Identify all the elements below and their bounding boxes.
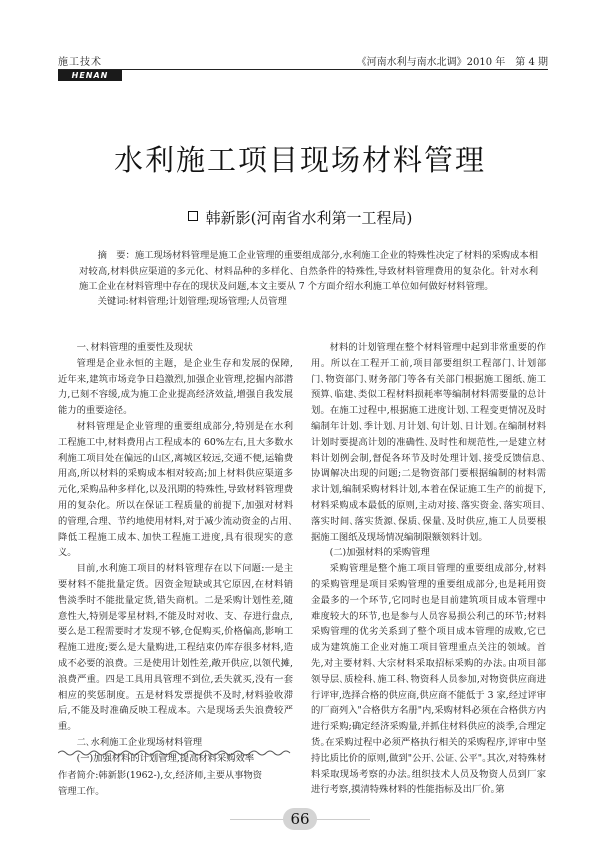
abstract: 摘 要：施工现场材料管理是施工企业管理的重要组成部分,水利施工企业的特殊性决定了材料的采购成本相对较高,材料供应渠道的多元化、材料品种的多样化、自然条件的特殊性,导致材料管理费用的复杂化。针对水利施工企业在材料管理中存在的现状及问题,本文主要从 7 个方面介绍水利施工单位如何做好材料管理。	[79, 250, 538, 292]
square-bullet-icon	[188, 211, 198, 221]
header-rule	[58, 69, 548, 70]
author-line	[0, 207, 600, 228]
page-number-rule-left	[230, 819, 288, 820]
header-section: 施工技术	[58, 57, 102, 68]
henan-logo	[58, 70, 122, 81]
keywords: 关键词:材料管理;计划管理;现场管理;人员管理	[97, 296, 287, 307]
subsection-heading: (一)加强材料的计划管理,提高材料采购效率	[76, 752, 255, 764]
author-footnote: 作者简介:韩新影(1962-),女,经济师,主要从事物资管理工作。	[58, 770, 263, 797]
paragraph: 材料管理是企业管理的重要组成部分,特别是在水利工程施工中,材料费用占工程成本的 60%左右,且大多数水利施工项目处在偏远的山区,离城区较远,交通不便,运输费用高,所以材料的采购成本相对较高;加上材料供应渠道多元化,采购品种多样化,以及汛期的特殊性,导致材料管理费用的复杂化。所以在保证工程质量的前提下,加强对材料的管理,合理、节约地使用材料,对于减少流动资金的占用､降低工程施工成本､加快工程施工进度,具有很现实的意义。	[58, 420, 293, 559]
footnote-wavy-divider	[58, 748, 293, 758]
left-column	[58, 340, 293, 767]
page-number-rule-right	[312, 819, 370, 820]
paragraph: 管理是企业永恒的主题，是企业生存和发展的保障,近年来,建筑市场竞争日趋激烈,加强企业管理,挖掘内部潜力,已刻不容缓,成为施工企业提高经济效益,增强自我发展能力的重要途径。	[58, 357, 293, 417]
subsection-heading: (二)加强材料的采购管理	[329, 547, 430, 559]
section-heading: 一､材料管理的重要性及现状	[76, 342, 193, 353]
paragraph: 材料的计划管理在整个材料管理中起到非常重要的作用。所以在工程开工前,项目部要组织工程部门､计划部门､物资部门､财务部门等各有关部门根据施工图纸､施工预算､临建､类似工程材料损耗率等编制材料需要量的总计划。在施工过程中,根据施工进度计划､工程变更情况及时编制年计划､季计划､月计划､旬计划､日计划｡在编制材料计划时要提高计划的准确性､及时性和规范性,一是建立材料计划例会制,督促各环节及时处理计划､接受反馈信息､协调解决出现的问题;二是物资部门要根据编制的材料需求计划,编制采购材料计划,本着在保证施工生产的前提下,材料采购成本最低的原则,主动对接､落实资金､落实项目､落实时间､落实货源､保质､保量､及时供应,施工人员要根据施工图纸及现场情况编制限额领料计划。	[311, 342, 546, 543]
journal-issue: 《河南水利与南水北调》2010 年 第 4 期	[356, 57, 548, 68]
page-number: 66	[283, 808, 317, 830]
henan-logo-text: HENAN	[71, 71, 109, 80]
paragraph: 采购管理是整个施工项目管理的重要组成部分,材料的采购管理是项目采购管理的重要组成部分,也是耗用资金最多的一个环节,它同时也是目前建筑项目成本管理中难度较大的环节,也是参与人员容易损公利己的环节;材料采购管理的优劣关系到了整个项目成本管理的成败,它已成为建筑施工企业对施工项目管理重点关注的领域。首先,对主要材料､大宗材料采取招标采购的办法｡由项目部领导层､质检科､施工科､物资科人员参加,对物资供应商进行评审,选择合格的供应商,供应商不能低于 3 家,经过评审的厂商列入"合格供方名册"内,采购材料必须在合格供方内进行采购;确定经济采购量,并抓住材料供应的淡季,合理定货｡在采购过程中必须严格执行相关的采购程序,评审中坚持比质比价的原则,做到"公开､公证､公平"｡其次,对特殊材料采取现场考察的办法｡组织技术人员及物资人员到厂家进行考察,摸清特殊材料的性能指标及出厂价｡第	[311, 563, 546, 796]
section-heading: 二､水利施工企业现场材料管理	[76, 736, 203, 748]
right-column	[311, 340, 546, 798]
paragraph: 目前,水利施工项目的材料管理存在以下问题:一是主要材料不能批量定货。因资金短缺或其它原因,在材料销售淡季时不能批量定货,错失商机。二是采购计划性差,随意性大,特别是零星材料,不能及时对收、支、存进行盘点,要么是工程需要时才发现不够,仓促购买,价格偏高,影响工程施工进度;要么是大量购进,工程结束仍库存很多材料,造成不必要的浪费。三是使用计划性差,敞开供应,以领代摊,浪费严重。四是工具用具管理不到位,丢失就买,没有一套相应的奖惩制度。五是材料发票提供不及时,材料验收滞后,不能及时准确反映工程成本。六是现场丢失浪费较严重。	[58, 563, 293, 733]
author-name: 韩新影(河南省水利第一工程局)	[205, 209, 413, 227]
article-title: 水利施工项目现场材料管理	[113, 143, 486, 177]
